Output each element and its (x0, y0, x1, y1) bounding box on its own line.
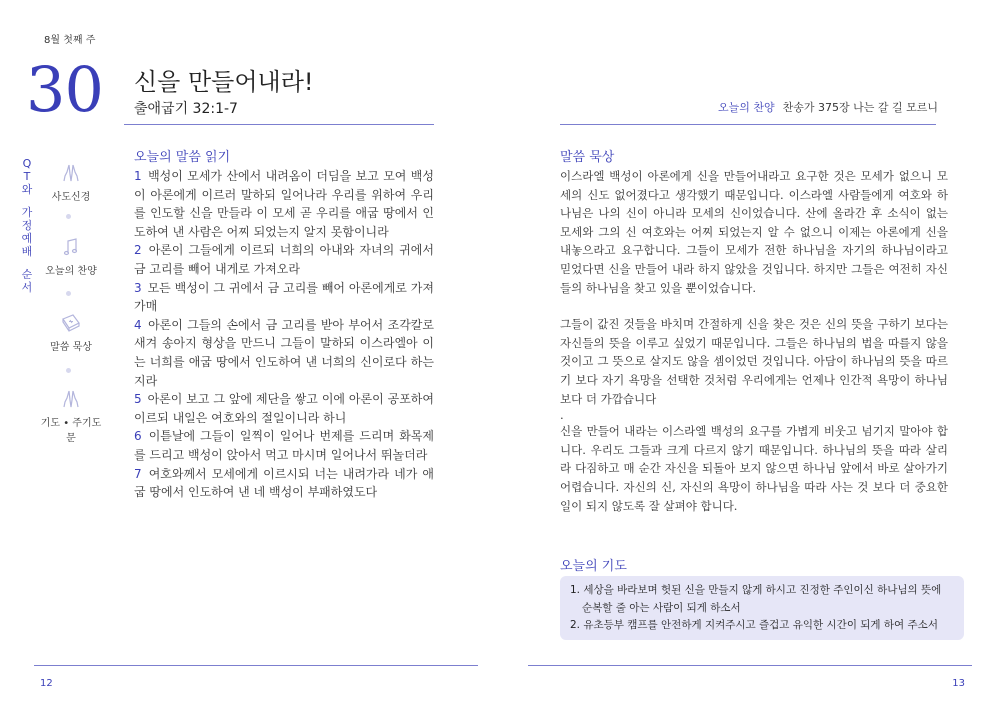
verse-text: 모든 백성이 그 귀에서 금 고리를 빼어 아론에게로 가져가매 (134, 280, 434, 314)
verse-number: 5 (134, 392, 142, 407)
vertical-gap (20, 196, 34, 206)
vertical-char: 와 (21, 183, 33, 196)
verse-text: 여호와께서 모세에게 이르시되 너는 내려가라 네가 애굽 땅에서 인도하여 낸 네 백성이 부패하였도다 (134, 466, 434, 500)
step-prayer (40, 388, 102, 444)
step-label: 사도신경 (51, 192, 91, 203)
step-meditation (40, 312, 102, 353)
verse (134, 465, 434, 502)
prayer-box (560, 576, 964, 640)
step-dot (66, 214, 71, 219)
divider-bottom-left (34, 665, 478, 666)
step-label: 말씀 묵상 (50, 342, 92, 353)
meditation-paragraph: 이스라엘 백성이 아론에게 신을 만들어내라고 요구한 것은 모세가 없으니 모세의 신도 없어졌다고 생각했기 때문입니다. 이스라엘 사람들에게 여호와 하나님은 나의 신이 아니라 모세의 신이었습니다. 산에 올라간 후 소식이 없는 모세와 그의 신 여호와는 어찌 되었는지 알 수 없으니 이제는 아론에게 신을 내놓으라고 요구합니다. 그들이 모세가 전한 하나님을 자기의 하나님이라고 믿었다면 신을 만들어 내라 하지 않았을 것입니다. 하지만 그들은 여전히 자신들의 하나님을 찾고 있을 뿐이었습니다. (560, 169, 948, 295)
hymn-info (718, 99, 938, 115)
step-dot (66, 291, 71, 296)
verse-text: 백성이 모세가 산에서 내려옴이 더딤을 보고 모여 백성이 아론에게 이르러 말하되 일어나라 우리를 위하여 우리를 인도할 신을 만들라 이 모세 곧 우리를 애굽 땅에서 인도하여 낸 사람은 어찌 되었는지 알지 못함이니라 (134, 169, 434, 239)
vertical-char: 순 (21, 268, 33, 281)
verse (134, 241, 434, 278)
verse-text: 아론이 그들에게 이르되 너희의 아내와 자녀의 귀에서 금 고리를 빼어 내게로 가져오라 (134, 243, 434, 276)
verse (134, 279, 434, 316)
verse-number: 3 (134, 280, 142, 295)
vertical-char: 서 (21, 281, 33, 294)
hymn-text: 찬송가 375장 나는 갈 길 모르니 (782, 101, 938, 114)
divider-top-right (560, 124, 936, 125)
page-number-right: 13 (952, 678, 965, 689)
verse-number: 1 (134, 169, 142, 183)
prayer-item-continued: 순복할 줄 아는 사람이 되게 하소서 (582, 601, 741, 614)
verse (134, 316, 434, 390)
page-number-left: 12 (40, 678, 53, 689)
praying-hands-icon (60, 162, 82, 184)
meditation-paragraph: 신을 만들어 내라는 이스라엘 백성의 요구를 가볍게 비웃고 넘기지 말아야 합니다. 우리도 그들과 크게 다르지 않기 때문입니다. 하나님의 뜻을 따라 살리라 다짐하고 매 순간 자신을 되돌아 보지 않으면 하나님 앞에서 바로 살아가기 어렵습니다. 자신의 신, 자신의 욕망이 하나님을 따라 사는 것 보다 더 중요한 일이 되지 않도록 잘 살펴야 합니다. (560, 424, 948, 513)
verse-number: 7 (134, 466, 142, 481)
reading-heading: 오늘의 말씀 읽기 (134, 150, 231, 165)
vertical-char: 예 (21, 232, 33, 245)
prayer-item: 2. 유초등부 캠프를 안전하게 지켜주시고 즐겁고 유익한 시간이 되게 하여 주소서 (570, 619, 938, 631)
verse-text: 아론이 그들의 손에서 금 고리를 받아 부어서 조각칼로 새겨 송아지 형상을 만드니 그들이 말하되 이스라엘아 이는 너희를 애굽 땅에서 인도하여 낸 너희의 신이로다 하는지라 (134, 317, 434, 388)
verse-text: 아론이 보고 그 앞에 제단을 쌓고 이에 아론이 공포하여 이르되 내일은 여호와의 절일이니라 하니 (134, 392, 434, 425)
hymn-label: 오늘의 찬양 (717, 101, 775, 114)
vertical-char: 배 (21, 245, 33, 258)
verse (134, 390, 434, 427)
verse (134, 427, 434, 464)
vertical-gap (20, 258, 34, 268)
step-apostles-creed (40, 162, 102, 203)
scripture-reference: 출애굽기 32:1-7 (134, 101, 238, 117)
prayer-item: 1. 세상을 바라보며 헛된 신을 만들지 않게 하시고 진정한 주인이신 하나님의 뜻에 (570, 584, 942, 596)
vertical-char: T (23, 170, 31, 183)
vertical-char: Q (22, 157, 32, 170)
step-label: 기도 • 주기도문 (40, 418, 102, 444)
step-label: 오늘의 찬양 (45, 266, 97, 277)
bible-book-icon (60, 312, 82, 334)
vertical-char: 가 (21, 206, 33, 219)
verse (134, 167, 434, 241)
vertical-char: 정 (21, 219, 33, 232)
step-hymn (40, 236, 102, 277)
music-note-icon (60, 236, 82, 258)
verse-number: 2 (134, 243, 142, 258)
week-label: 8월 첫째 주 (44, 35, 96, 46)
prayer-heading: 오늘의 기도 (560, 559, 627, 574)
scripture-verses (134, 167, 434, 502)
verse-number: 6 (134, 429, 142, 444)
meditation-paragraph: 그들이 값진 것들을 바치며 간절하게 신을 찾은 것은 신의 뜻을 구하기 보다는 자신들의 뜻을 이루고 싶었기 때문입니다. 그들은 하나님의 법을 따를지 않을 것이고 그 뜻으로 살지도 않을 셈이었던 것입니다. 아담이 하나님의 뜻을 따르기 보다 자기 욕망을 선택한 것처럼 우리에게는 언제나 인간적 욕망이 하나님보다 더 가깝습니다 (560, 317, 948, 406)
divider-top-left (124, 124, 434, 125)
meditation-body (560, 167, 948, 533)
meditation-paragraph: . (560, 408, 564, 423)
verse-number: 4 (134, 317, 142, 332)
step-dot (66, 368, 71, 373)
verse-text: 이튿날에 그들이 일찍이 일어나 번제를 드리며 화목제를 드리고 백성이 앉아서 먹고 마시며 일어나서 뛰놀더라 (134, 429, 434, 462)
vertical-title (20, 157, 34, 294)
page-title: 신을 만들어내라! (134, 68, 314, 96)
divider-bottom-right (528, 665, 972, 666)
meditation-heading: 말씀 묵상 (560, 150, 615, 165)
day-number: 30 (26, 53, 103, 126)
praying-hands-icon (60, 388, 82, 410)
